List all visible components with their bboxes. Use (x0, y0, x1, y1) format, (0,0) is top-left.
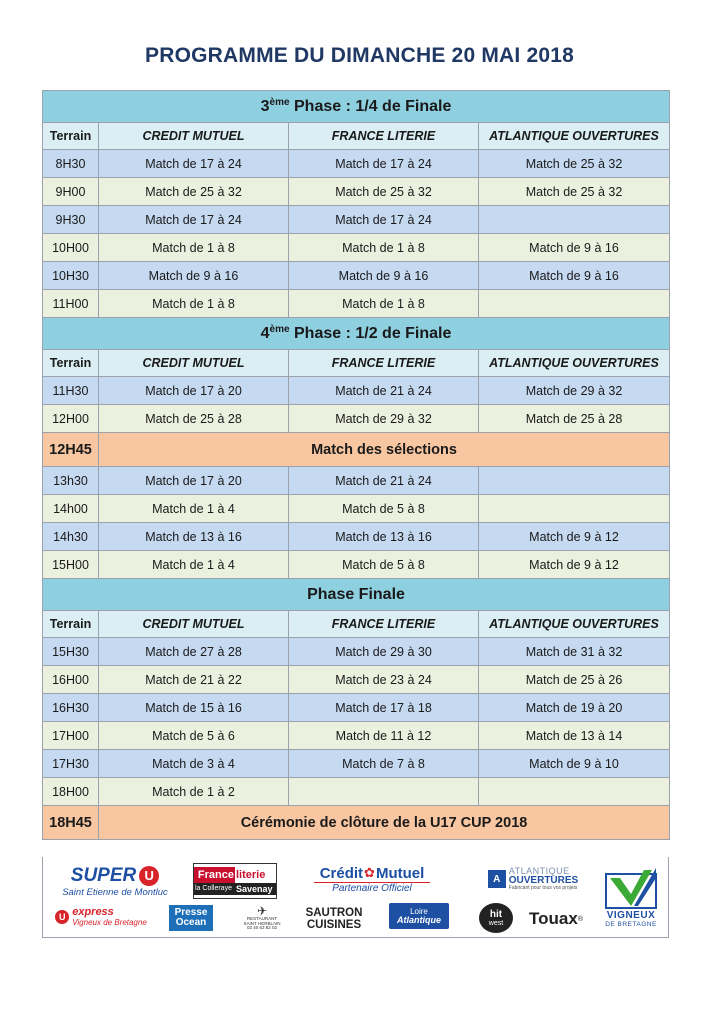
atlantique-b: OUVERTURES (508, 875, 579, 886)
match-cell: Match de 23 à 24 (289, 666, 479, 694)
match-cell: Match de 21 à 24 (289, 377, 479, 405)
atlantique-ouvertures-logo (483, 863, 583, 895)
match-cell (479, 495, 670, 523)
match-cell: Match de 1 à 8 (99, 290, 289, 318)
match-cell: Match de 25 à 32 (479, 150, 670, 178)
super-u-badge-icon: U (139, 866, 159, 886)
header-col3: ATLANTIQUE OUVERTURES (479, 611, 670, 638)
presse-a: Presse (174, 907, 208, 918)
match-cell (289, 778, 479, 806)
ceremony-row (43, 806, 670, 840)
sautron-a: SAUTRON (305, 906, 363, 919)
time-cell: 17H00 (43, 722, 99, 750)
france-literie-d: Savenay (236, 884, 273, 894)
table-row (43, 150, 670, 178)
phase3-sup: ème (269, 97, 290, 108)
touax-mark-icon: ® (577, 915, 583, 923)
match-cell: Match de 3 à 4 (99, 750, 289, 778)
loire-b: Atlantique (397, 914, 441, 925)
ceremony-label: Cérémonie de clôture de la U17 CUP 2018 (99, 806, 670, 840)
selections-label: Match des sélections (99, 433, 670, 467)
match-cell: Match de 9 à 10 (479, 750, 670, 778)
super-u-logo (55, 863, 175, 899)
time-cell: 12H00 (43, 405, 99, 433)
match-cell (479, 290, 670, 318)
match-cell: Match de 11 à 12 (289, 722, 479, 750)
match-cell: Match de 25 à 28 (479, 405, 670, 433)
header-terrain: Terrain (43, 350, 99, 377)
table-row (43, 638, 670, 666)
match-cell: Match de 1 à 8 (99, 234, 289, 262)
table-row (43, 290, 670, 318)
match-cell: Match de 29 à 32 (479, 377, 670, 405)
header-col1: CREDIT MUTUEL (99, 350, 289, 377)
table-row (43, 778, 670, 806)
match-cell: Match de 29 à 30 (289, 638, 479, 666)
france-literie-a: France (194, 867, 235, 883)
page-title: PROGRAMME DU DIMANCHE 20 MAI 2018 (145, 44, 574, 67)
time-cell: 13h30 (43, 467, 99, 495)
phase3-header-row (43, 123, 670, 150)
presse-ocean-logo (169, 905, 213, 931)
phase3-label: Phase : 1/4 de Finale (289, 98, 452, 115)
final-title (43, 579, 670, 611)
final-row (43, 579, 670, 611)
header-col2: FRANCE LITERIE (289, 350, 479, 377)
credit-mutuel-sub: Partenaire Officiel (332, 882, 412, 894)
france-literie-b: literie (235, 867, 276, 883)
phase3-row (43, 91, 670, 123)
match-cell: Match de 17 à 20 (99, 467, 289, 495)
match-cell: Match de 21 à 22 (99, 666, 289, 694)
match-cell (479, 778, 670, 806)
header-col2: FRANCE LITERIE (289, 123, 479, 150)
match-cell: Match de 9 à 16 (479, 262, 670, 290)
u-express-a: express (72, 906, 114, 919)
france-literie-logo (193, 863, 277, 899)
touax-logo (519, 907, 593, 931)
restaurant-b: SAINT HERBLAIN (243, 920, 281, 926)
table-row (43, 551, 670, 579)
match-cell: Match de 1 à 2 (99, 778, 289, 806)
time-cell: 10H30 (43, 262, 99, 290)
match-cell: Match de 13 à 16 (99, 523, 289, 551)
match-cell (479, 206, 670, 234)
time-cell: 17H30 (43, 750, 99, 778)
final-label: Phase Finale (307, 585, 405, 603)
france-literie-c: la Colleraye (195, 885, 232, 892)
table-row (43, 377, 670, 405)
match-cell: Match de 9 à 16 (479, 234, 670, 262)
atlantique-sub: Fabricant pour tous vos projets (508, 885, 578, 891)
match-cell: Match de 13 à 16 (289, 523, 479, 551)
restaurant-icon: ✈ (256, 904, 268, 919)
super-u-brand: SUPER (70, 864, 137, 886)
loire-a: Loire (410, 906, 428, 916)
header-col1: CREDIT MUTUEL (99, 123, 289, 150)
super-u-sub: Saint Etienne de Montluc (62, 886, 168, 898)
restaurant-a: RESTAURANT (246, 916, 278, 922)
u-express-b: Vigneux de Bretagne (72, 917, 147, 927)
table-row (43, 234, 670, 262)
restaurant-logo (239, 903, 285, 933)
phase4-sup: ème (269, 324, 290, 335)
match-cell: Match de 1 à 4 (99, 495, 289, 523)
match-cell: Match de 25 à 32 (289, 178, 479, 206)
credit-mutuel-logo (287, 861, 457, 897)
sautron-b: CUISINES (306, 919, 362, 931)
match-cell: Match de 17 à 18 (289, 694, 479, 722)
match-cell: Match de 17 à 24 (289, 206, 479, 234)
time-cell: 15H30 (43, 638, 99, 666)
credit-mutuel-icon: ✿ (364, 865, 375, 880)
loire-atlantique-logo (389, 903, 449, 929)
hitwest-a: hit (489, 908, 503, 920)
match-cell: Match de 17 à 24 (99, 150, 289, 178)
sautron-cuisines-logo (299, 905, 369, 933)
time-cell: 14h30 (43, 523, 99, 551)
match-cell: Match de 9 à 16 (289, 262, 479, 290)
table-row (43, 178, 670, 206)
match-cell: Match de 1 à 8 (289, 290, 479, 318)
match-cell: Match de 25 à 26 (479, 666, 670, 694)
phase4-num: 4 (260, 325, 270, 342)
selections-row (43, 433, 670, 467)
phase3-num: 3 (260, 98, 270, 115)
selections-time: 12H45 (43, 433, 99, 467)
time-cell: 11H30 (43, 377, 99, 405)
header-terrain: Terrain (43, 611, 99, 638)
match-cell: Match de 9 à 12 (479, 551, 670, 579)
header-col3: ATLANTIQUE OUVERTURES (479, 123, 670, 150)
match-cell: Match de 25 à 32 (99, 178, 289, 206)
time-cell: 9H30 (43, 206, 99, 234)
table-row (43, 467, 670, 495)
hit-west-logo (479, 903, 513, 933)
match-cell: Match de 7 à 8 (289, 750, 479, 778)
time-cell: 16H00 (43, 666, 99, 694)
match-cell: Match de 27 à 28 (99, 638, 289, 666)
restaurant-c: 02 40 63 82 02 (246, 925, 278, 931)
match-cell: Match de 1 à 4 (99, 551, 289, 579)
touax-a: Touax (529, 909, 578, 928)
match-cell: Match de 5 à 8 (289, 551, 479, 579)
time-cell: 16H30 (43, 694, 99, 722)
table-row (43, 523, 670, 551)
match-cell: Match de 17 à 20 (99, 377, 289, 405)
header-col3: ATLANTIQUE OUVERTURES (479, 350, 670, 377)
match-cell: Match de 25 à 28 (99, 405, 289, 433)
credit-mutuel-b: Mutuel (375, 864, 425, 882)
vigneux-b: DE BRETAGNE (605, 921, 657, 928)
ceremony-time: 18H45 (43, 806, 99, 840)
vigneux-logo (599, 860, 663, 934)
vigneux-a: VIGNEUX (606, 910, 656, 921)
match-cell: Match de 9 à 16 (99, 262, 289, 290)
phase4-label: Phase : 1/2 de Finale (289, 325, 452, 342)
vigneux-emblem-icon (604, 866, 658, 910)
header-col1: CREDIT MUTUEL (99, 611, 289, 638)
table-row (43, 495, 670, 523)
credit-mutuel-a: Crédit (319, 864, 364, 882)
atlantique-a: ATLANTIQUE (508, 866, 570, 876)
phase3-title (43, 91, 670, 123)
time-cell: 15H00 (43, 551, 99, 579)
table-row (43, 666, 670, 694)
match-cell: Match de 9 à 12 (479, 523, 670, 551)
time-cell: 18H00 (43, 778, 99, 806)
table-row (43, 405, 670, 433)
match-cell: Match de 5 à 6 (99, 722, 289, 750)
match-cell: Match de 21 à 24 (289, 467, 479, 495)
sponsors-banner (42, 857, 669, 938)
match-cell: Match de 13 à 14 (479, 722, 670, 750)
match-cell: Match de 15 à 16 (99, 694, 289, 722)
match-cell: Match de 19 à 20 (479, 694, 670, 722)
time-cell: 10H00 (43, 234, 99, 262)
final-header-row (43, 611, 670, 638)
table-row (43, 694, 670, 722)
match-cell: Match de 29 à 32 (289, 405, 479, 433)
header-col2: FRANCE LITERIE (289, 611, 479, 638)
table-row (43, 750, 670, 778)
phase4-row (43, 318, 670, 350)
time-cell: 8H30 (43, 150, 99, 178)
presse-b: Ocean (175, 917, 207, 928)
u-express-logo (47, 903, 155, 931)
header-terrain: Terrain (43, 123, 99, 150)
match-cell (479, 467, 670, 495)
table-row (43, 262, 670, 290)
u-express-badge-icon: U (55, 910, 69, 924)
match-cell: Match de 17 à 24 (99, 206, 289, 234)
match-cell: Match de 31 à 32 (479, 638, 670, 666)
time-cell: 9H00 (43, 178, 99, 206)
table-row (43, 206, 670, 234)
time-cell: 14h00 (43, 495, 99, 523)
match-cell: Match de 5 à 8 (289, 495, 479, 523)
match-cell: Match de 1 à 8 (289, 234, 479, 262)
atlantique-icon: A (488, 870, 506, 888)
phase4-header-row (43, 350, 670, 377)
time-cell: 11H00 (43, 290, 99, 318)
match-cell: Match de 17 à 24 (289, 150, 479, 178)
schedule-table (42, 90, 670, 840)
match-cell: Match de 25 à 32 (479, 178, 670, 206)
phase4-title (43, 318, 670, 350)
table-row (43, 722, 670, 750)
hitwest-b: west (488, 919, 504, 927)
